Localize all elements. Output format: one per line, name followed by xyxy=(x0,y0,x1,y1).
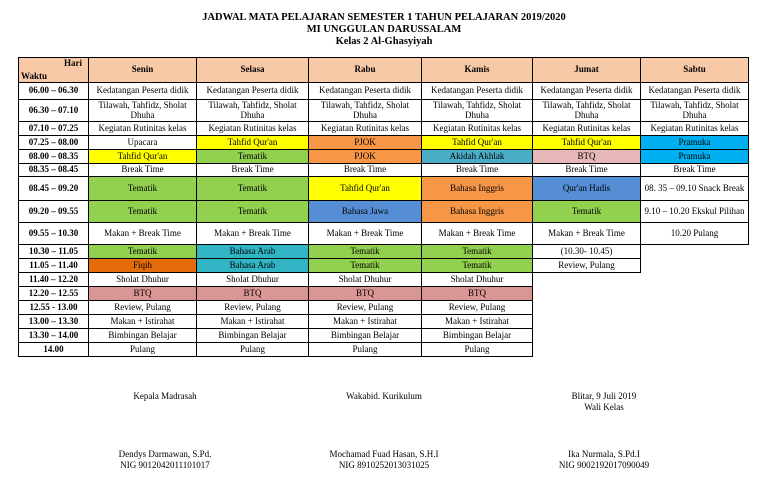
table-cell: Akidah Akhlak xyxy=(422,150,533,164)
table-cell: Makan + Break Time xyxy=(197,223,309,245)
empty-cell xyxy=(641,287,749,301)
table-row xyxy=(19,100,749,122)
table-cell: PJOK xyxy=(309,150,422,164)
empty-cell xyxy=(641,259,749,273)
empty-cell xyxy=(533,301,641,315)
table-cell: Break Time xyxy=(422,164,533,177)
table-cell: Tematik xyxy=(533,201,641,223)
table-cell: Fiqih xyxy=(89,259,197,273)
table-cell: Break Time xyxy=(309,164,422,177)
table-cell: Tematik xyxy=(309,245,422,259)
table-cell: Qur'an Hadis xyxy=(533,177,641,201)
table-cell: Break Time xyxy=(197,164,309,177)
day-header-jumat: Jumat xyxy=(533,58,641,83)
table-cell: Sholat Dhuhur xyxy=(197,273,309,287)
table-row xyxy=(19,122,749,136)
table-cell: Kegiatan Rutinitas kelas xyxy=(89,122,197,136)
table-cell: Tematik xyxy=(309,259,422,273)
table-cell: BTQ xyxy=(422,287,533,301)
table-row xyxy=(19,273,749,287)
table-cell: Tahfid Qur'an xyxy=(197,136,309,150)
table-cell: Sholat Dhuhur xyxy=(89,273,197,287)
empty-cell xyxy=(641,329,749,343)
day-header-senin: Senin xyxy=(89,58,197,83)
table-row xyxy=(19,83,749,100)
title-line-1: JADWAL MATA PELAJARAN SEMESTER 1 TAHUN PELAJARAN 2019/2020 xyxy=(202,12,566,23)
table-cell: Tilawah, Tahfidz, Sholat Dhuha xyxy=(641,100,749,122)
table-cell: Kegiatan Rutinitas kelas xyxy=(309,122,422,136)
table-cell: BTQ xyxy=(533,150,641,164)
table-cell: Makan + Break Time xyxy=(89,223,197,245)
table-row xyxy=(19,343,749,357)
table-cell: Tematik xyxy=(197,201,309,223)
table-cell: Tahfid Qur'an xyxy=(422,136,533,150)
empty-cell xyxy=(533,273,641,287)
table-cell: BTQ xyxy=(89,287,197,301)
empty-cell xyxy=(641,301,749,315)
table-cell: Break Time xyxy=(533,164,641,177)
day-header-sabtu: Sabtu xyxy=(641,58,749,83)
table-cell: Kegiatan Rutinitas kelas xyxy=(533,122,641,136)
table-cell: Bahasa Arab xyxy=(197,259,309,273)
table-cell: Bimbingan Belajar xyxy=(89,329,197,343)
table-cell: Bimbingan Belajar xyxy=(422,329,533,343)
table-cell: Kegiatan Rutinitas kelas xyxy=(422,122,533,136)
table-row xyxy=(19,301,749,315)
signature-right-title: Wali Kelas xyxy=(584,402,624,412)
table-row xyxy=(19,287,749,301)
table-cell: BTQ xyxy=(309,287,422,301)
table-cell: Tematik xyxy=(197,177,309,201)
table-cell: Review, Pulang xyxy=(309,301,422,315)
table-cell: Tematik xyxy=(422,259,533,273)
time-cell: 13.00 – 13.30 xyxy=(19,315,89,329)
table-cell: Pulang xyxy=(422,343,533,357)
table-cell: Tahfid Qur'an xyxy=(309,177,422,201)
table-cell: Bahasa Arab xyxy=(197,245,309,259)
table-cell: Tematik xyxy=(89,177,197,201)
table-cell: Kedatangan Peserta didik xyxy=(89,83,197,100)
corner-hari-label: Hari xyxy=(64,58,82,68)
table-cell: Tilawah, Tahfidz, Sholat Dhuha xyxy=(89,100,197,122)
empty-cell xyxy=(641,315,749,329)
table-cell: Pulang xyxy=(197,343,309,357)
empty-cell xyxy=(533,329,641,343)
time-cell: 07.10 – 07.25 xyxy=(19,122,89,136)
schedule-table xyxy=(18,57,749,357)
table-cell: Review, Pulang xyxy=(89,301,197,315)
table-cell: Kedatangan Peserta didik xyxy=(197,83,309,100)
table-cell: 08. 35 – 09.10 Snack Break xyxy=(641,177,749,201)
table-cell: Tilawah, Tahfidz, Sholat Dhuha xyxy=(197,100,309,122)
table-row xyxy=(19,245,749,259)
table-cell: Pramuka xyxy=(641,136,749,150)
empty-cell xyxy=(641,245,749,259)
table-cell: Kedatangan Peserta didik xyxy=(422,83,533,100)
signature-mid-nig: NIG 8910252013031025 xyxy=(338,460,430,470)
corner-cell xyxy=(19,58,89,83)
empty-cell xyxy=(641,343,749,357)
table-cell: Tahfid Qur'an xyxy=(89,150,197,164)
signature-left-nig: NIG 9012042011101017 xyxy=(120,460,210,470)
signature-mid-title: Wakabid. Kurikulum xyxy=(346,391,422,401)
time-cell: 09.55 – 10.30 xyxy=(19,223,89,245)
table-cell: BTQ xyxy=(197,287,309,301)
day-header-selasa: Selasa xyxy=(197,58,309,83)
table-cell: Pulang xyxy=(89,343,197,357)
table-row xyxy=(19,329,749,343)
signature-right-date: Blitar, 9 Juli 2019 xyxy=(571,391,637,401)
table-cell: Makan + Istirahat xyxy=(197,315,309,329)
time-cell: 11.40 – 12.20 xyxy=(19,273,89,287)
table-cell: Tilawah, Tahfidz, Sholat Dhuha xyxy=(309,100,422,122)
time-cell: 09.20 – 09.55 xyxy=(19,201,89,223)
table-row xyxy=(19,259,749,273)
table-cell: Break Time xyxy=(641,164,749,177)
day-header-kamis: Kamis xyxy=(422,58,533,83)
time-cell: 08.45 – 09.20 xyxy=(19,177,89,201)
table-cell: Review, Pulang xyxy=(422,301,533,315)
time-cell: 06.30 – 07.10 xyxy=(19,100,89,122)
table-cell: Review, Pulang xyxy=(533,259,641,273)
table-cell: Kedatangan Peserta didik xyxy=(533,83,641,100)
empty-cell xyxy=(641,273,749,287)
table-cell: Pramuka xyxy=(641,150,749,164)
table-cell: Sholat Dhuhur xyxy=(422,273,533,287)
table-cell: Makan + Break Time xyxy=(309,223,422,245)
table-row xyxy=(19,177,749,201)
signature-left-name: Dendys Darmawan, S.Pd. xyxy=(118,449,212,459)
time-cell: 08.35 – 08.45 xyxy=(19,164,89,177)
table-cell: Sholat Dhuhur xyxy=(309,273,422,287)
time-cell: 12.55 - 13.00 xyxy=(19,301,89,315)
time-cell: 06.00 – 06.30 xyxy=(19,83,89,100)
table-cell: Bahasa Inggris xyxy=(422,177,533,201)
table-cell: Makan + Break Time xyxy=(533,223,641,245)
empty-cell xyxy=(533,287,641,301)
table-row xyxy=(19,223,749,245)
time-cell: 07.25 – 08.00 xyxy=(19,136,89,150)
empty-cell xyxy=(533,343,641,357)
table-cell: Bahasa Jawa xyxy=(309,201,422,223)
time-cell: 11.05 – 11.40 xyxy=(19,259,89,273)
table-row xyxy=(19,201,749,223)
time-cell: 13.30 – 14.00 xyxy=(19,329,89,343)
table-row xyxy=(19,150,749,164)
table-cell: Tematik xyxy=(422,245,533,259)
table-cell: (10.30- 10.45) xyxy=(533,245,641,259)
time-cell: 14.00 xyxy=(19,343,89,357)
header-row xyxy=(19,58,749,83)
time-cell: 10.30 – 11.05 xyxy=(19,245,89,259)
table-row xyxy=(19,136,749,150)
table-cell: Tematik xyxy=(197,150,309,164)
table-cell: Makan + Istirahat xyxy=(89,315,197,329)
signature-right-nig: NIG 9002192017090049 xyxy=(558,460,650,470)
table-cell: Tematik xyxy=(89,201,197,223)
day-header-rabu: Rabu xyxy=(309,58,422,83)
table-cell: Pulang xyxy=(309,343,422,357)
empty-cell xyxy=(533,315,641,329)
table-row xyxy=(19,315,749,329)
time-cell: 08.00 – 08.35 xyxy=(19,150,89,164)
table-cell: Kegiatan Rutinitas kelas xyxy=(197,122,309,136)
table-cell: Bimbingan Belajar xyxy=(309,329,422,343)
corner-waktu-label: Waktu xyxy=(21,70,48,81)
table-cell: Bimbingan Belajar xyxy=(197,329,309,343)
table-cell: Upacara xyxy=(89,136,197,150)
table-cell: 10.20 Pulang xyxy=(641,223,749,245)
table-row xyxy=(19,164,749,177)
table-cell: Kedatangan Peserta didik xyxy=(641,83,749,100)
signature-mid-name: Mochamad Fuad Hasan, S.H.I xyxy=(329,449,439,459)
table-cell: Kedatangan Peserta didik xyxy=(309,83,422,100)
table-cell: Makan + Istirahat xyxy=(309,315,422,329)
table-cell: Kegiatan Rutinitas kelas xyxy=(641,122,749,136)
table-cell: Tematik xyxy=(89,245,197,259)
signature-left-title: Kepala Madrasah xyxy=(133,391,197,401)
table-cell: Break Time xyxy=(89,164,197,177)
table-cell: Review, Pulang xyxy=(197,301,309,315)
table-cell: Makan + Break Time xyxy=(422,223,533,245)
table-cell: 9.10 – 10.20 Ekskul Pilihan xyxy=(641,201,749,223)
table-cell: Tilawah, Tahfidz, Sholat Dhuha xyxy=(422,100,533,122)
table-cell: Makan + Istirahat xyxy=(422,315,533,329)
table-cell: PJOK xyxy=(309,136,422,150)
table-cell: Bahasa Inggris xyxy=(422,201,533,223)
table-cell: Tahfid Qur'an xyxy=(533,136,641,150)
title-line-2: MI UNGGULAN DARUSSALAM xyxy=(306,24,462,35)
title-line-3: Kelas 2 Al-Ghasyiyah xyxy=(335,36,433,47)
signature-right-name: Ika Nurmala, S.Pd.I xyxy=(568,449,640,459)
time-cell: 12.20 – 12.55 xyxy=(19,287,89,301)
table-cell: Tilawah, Tahfidz, Sholat Dhuha xyxy=(533,100,641,122)
